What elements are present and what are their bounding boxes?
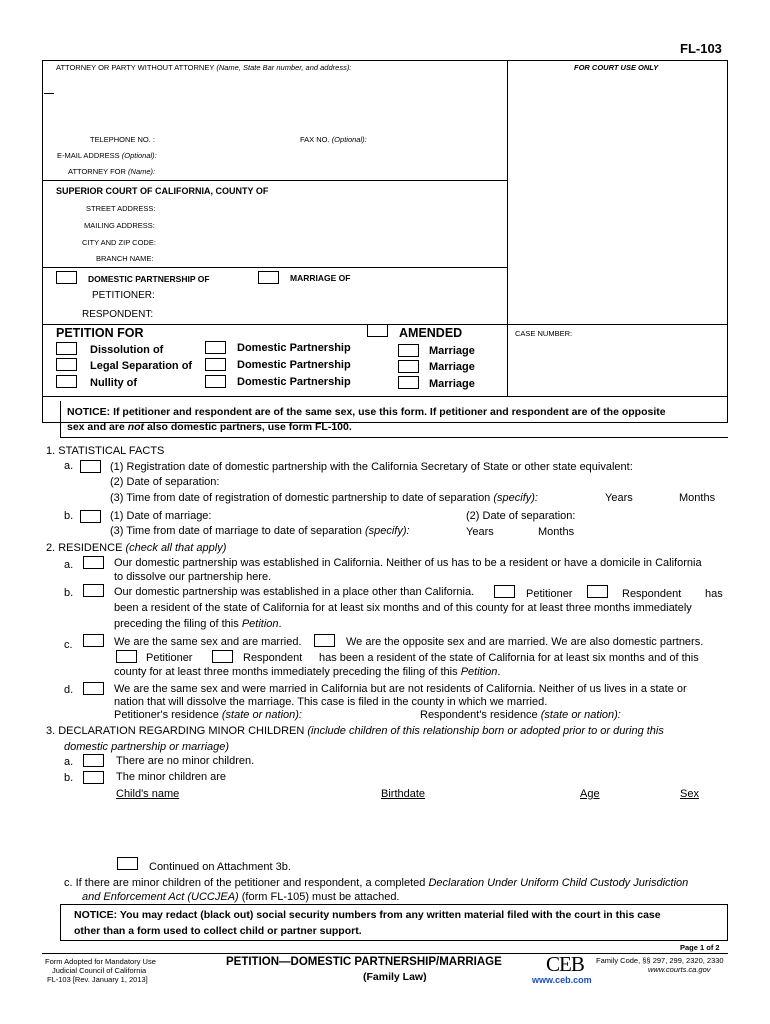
notice-redact-line2: other than a form used to collect child or partner support. (74, 925, 362, 937)
branch-name-label: BRANCH NAME: (96, 254, 154, 263)
section2-c-line3: county for at least three months immediately preceding the filing of this Petition. (114, 666, 501, 678)
section3-heading-note2: domestic partnership or marriage) (64, 741, 230, 753)
section2-d-label: d. (64, 684, 74, 696)
section2-b-petitioner-checkbox[interactable] (494, 585, 515, 598)
continued-attachment-checkbox[interactable] (117, 857, 138, 870)
children-col-sex: Sex (680, 788, 699, 800)
legal-separation-marriage-label: Marriage (429, 361, 475, 373)
children-col-age: Age (580, 788, 600, 800)
court-use-divider (507, 60, 508, 397)
case-number-label: CASE NUMBER: (515, 329, 573, 338)
city-zip-label: CITY AND ZIP CODE: (82, 238, 156, 247)
section1-b3-months: Months (538, 526, 575, 538)
nullity-marriage-checkbox[interactable] (398, 376, 419, 389)
notice2-box-top (60, 904, 728, 905)
dissolution-dp-checkbox[interactable] (205, 341, 226, 354)
section2-heading: 2. RESIDENCE (check all that apply) (46, 542, 227, 554)
right-border (727, 60, 728, 423)
section1-a2: (2) Date of separation: (110, 476, 220, 488)
section3-c-line2: and Enforcement Act (UCCJEA) (form FL-105) must be attached. (82, 891, 400, 903)
section2-a-line1: Our domestic partnership was established in California. Neither of us has to be a resident or have a domicile in California (114, 557, 702, 569)
notice2-box-right (727, 904, 728, 941)
nullity-checkbox[interactable] (56, 375, 77, 388)
section2-b-petitioner-label: Petitioner (526, 588, 573, 600)
street-address-label: STREET ADDRESS: (86, 204, 156, 213)
legal-separation-marriage-checkbox[interactable] (398, 360, 419, 373)
legal-separation-dp-label: Domestic Partnership (237, 359, 351, 371)
form-id: FL-103 (680, 41, 722, 56)
notice2-box-bottom (60, 940, 728, 941)
legal-separation-dp-checkbox[interactable] (205, 358, 226, 371)
section2-c-line1a: We are the same sex and are married. (114, 636, 302, 648)
email-label: E-MAIL ADDRESS (Optional): (57, 151, 157, 160)
section1-a1: (1) Registration date of domestic partnership with the California Secretary of State or other state equivalent: (110, 461, 633, 473)
petitioner-label: PETITIONER: (92, 290, 155, 301)
section2-c-petitioner-label: Petitioner (146, 652, 193, 664)
nullity-dp-label: Domestic Partnership (237, 376, 351, 388)
amended-checkbox[interactable] (367, 324, 388, 337)
section3-a-text: There are no minor children. (116, 755, 255, 767)
dissolution-checkbox[interactable] (56, 342, 77, 355)
left-border (42, 60, 43, 423)
section2-d-line2: nation that will dissolve the marriage. This case is filed in the county in which we married. (114, 696, 548, 708)
form-adopted-line1: Form Adopted for Mandatory Use (45, 957, 156, 966)
section2-d-checkbox[interactable] (83, 682, 104, 695)
section1-b3: (3) Time from date of marriage to date of separation (specify): (110, 525, 410, 537)
section2-b-respondent-checkbox[interactable] (587, 585, 608, 598)
section2-d-res-residence: Respondent's residence (state or nation): (420, 709, 621, 721)
section2-b-has: has (705, 588, 723, 600)
section2-b-line3: preceding the filing of this Petition. (114, 618, 282, 630)
marriage-of-label: MARRIAGE OF (290, 273, 351, 283)
section3-b-text: The minor children are (116, 771, 227, 783)
attorney-for-label: ATTORNEY FOR (Name): (68, 167, 156, 176)
section2-d-line1: We are the same sex and were married in California but are not residents of California. Neither of us lives in a state or (114, 683, 687, 695)
domestic-partnership-checkbox[interactable] (56, 271, 77, 284)
section3-a-checkbox[interactable] (83, 754, 104, 767)
section2-c-line1b: We are the opposite sex and are married. We are also domestic partners. (346, 636, 704, 648)
section2-b-line2: been a resident of the state of California for at least six months and of this county for at least three months immediately (114, 602, 692, 614)
section3-heading: 3. DECLARATION REGARDING MINOR CHILDREN (include children of this relationship born or adopted prior to or during this (46, 725, 664, 737)
notice-redact-line1: NOTICE: You may redact (black out) social security numbers from any written material filed with the court in this case (74, 909, 661, 921)
court-title: SUPERIOR COURT OF CALIFORNIA, COUNTY OF (56, 186, 269, 196)
respondent-label: RESPONDENT: (82, 309, 154, 320)
notice1-box-bottom (60, 437, 728, 438)
section1-a-checkbox[interactable] (80, 460, 101, 473)
section1-b2: (2) Date of separation: (466, 510, 576, 522)
section3-b-label: b. (64, 772, 74, 784)
courts-url: www.courts.ca.gov (648, 965, 711, 974)
section2-d-pet-residence: Petitioner's residence (state or nation): (114, 709, 302, 721)
court-use-label: FOR COURT USE ONLY (574, 63, 659, 72)
children-col-name: Child's name (116, 788, 180, 800)
dissolution-label: Dissolution of (90, 344, 164, 356)
section1-a3: (3) Time from date of registration of domestic partnership to date of separation (specify): (110, 492, 538, 504)
notice-same-sex-line1: NOTICE: If petitioner and respondent are of the same sex, use this form. If petitioner and respondent are of the opposite (67, 406, 666, 418)
section2-c-respondent-label: Respondent (243, 652, 303, 664)
section2-c-same-sex-checkbox[interactable] (83, 634, 104, 647)
section1-b3-years: Years (466, 526, 494, 538)
nullity-marriage-label: Marriage (429, 378, 475, 390)
form-adopted-line2: Judicial Council of California (52, 966, 147, 975)
notice1-box-left (60, 401, 61, 438)
section1-a-label: a. (64, 460, 74, 472)
marriage-of-checkbox[interactable] (258, 271, 279, 284)
fax-label: FAX NO. (Optional): (300, 135, 367, 144)
section2-b-respondent-label: Respondent (622, 588, 682, 600)
header-top-border (42, 60, 728, 61)
family-code-citation: Family Code, §§ 297, 299, 2320, 2330 (596, 956, 724, 965)
section1-b1: (1) Date of marriage: (110, 510, 212, 522)
dissolution-marriage-label: Marriage (429, 345, 475, 357)
ceb-url-link[interactable]: www.ceb.com (532, 975, 592, 985)
section1-b-label: b. (64, 510, 74, 522)
section2-c-line2: has been a resident of the state of California for at least six months and of this (319, 652, 699, 664)
section3-a-label: a. (64, 756, 74, 768)
attorney-mark (44, 93, 54, 94)
mailing-address-label: MAILING ADDRESS: (84, 221, 155, 230)
section2-b-checkbox[interactable] (83, 584, 104, 597)
legal-separation-label: Legal Separation of (90, 360, 193, 372)
dissolution-dp-label: Domestic Partnership (237, 342, 351, 354)
section1-a3-months: Months (679, 492, 716, 504)
footer-rule (42, 953, 728, 954)
nullity-dp-checkbox[interactable] (205, 375, 226, 388)
section2-c-petitioner-checkbox[interactable] (116, 650, 137, 663)
notice2-box-left (60, 904, 61, 941)
section2-a-label: a. (64, 559, 74, 571)
section2-c-label: c. (64, 639, 73, 651)
notice-same-sex-line2: sex and are not also domestic partners, use form FL-100. (67, 421, 352, 433)
continued-attachment-label: Continued on Attachment 3b. (149, 861, 291, 873)
footer-title: PETITION—DOMESTIC PARTNERSHIP/MARRIAGE (226, 956, 502, 968)
divider-casetype (42, 267, 508, 268)
nullity-label: Nullity of (90, 377, 138, 389)
section1-b-checkbox[interactable] (80, 510, 101, 523)
children-col-birthdate: Birthdate (381, 788, 426, 800)
amended-label: AMENDED (399, 326, 463, 340)
section2-c-respondent-checkbox[interactable] (212, 650, 233, 663)
section2-c-opposite-sex-checkbox[interactable] (314, 634, 335, 647)
section1-a3-years: Years (605, 492, 633, 504)
dissolution-marriage-checkbox[interactable] (398, 344, 419, 357)
section2-b-line1: Our domestic partnership was established in a place other than California. (114, 586, 475, 598)
attorney-label: ATTORNEY OR PARTY WITHOUT ATTORNEY (Name, State Bar number, and address): (56, 63, 352, 72)
petition-for-title: PETITION FOR (56, 326, 144, 340)
section1-heading: 1. STATISTICAL FACTS (46, 445, 165, 457)
section2-a-line2: to dissolve our partnership here. (114, 571, 272, 583)
form-adopted-line3: FL-103 [Rev. January 1, 2013] (47, 975, 148, 984)
divider-court (42, 180, 508, 181)
divider-notice (42, 396, 728, 397)
telephone-label: TELEPHONE NO. : (90, 135, 156, 144)
domestic-partnership-label: DOMESTIC PARTNERSHIP OF (88, 274, 210, 284)
ceb-logo: CEB (546, 952, 584, 976)
section3-c-line1: c. If there are minor children of the petitioner and respondent, a completed Declaration Under Uniform Child Custody Jurisdiction (64, 877, 689, 889)
page-number: Page 1 of 2 (680, 943, 720, 952)
legal-separation-checkbox[interactable] (56, 358, 77, 371)
section2-b-label: b. (64, 587, 74, 599)
section2-a-checkbox[interactable] (83, 556, 104, 569)
footer-subtitle: (Family Law) (363, 971, 427, 983)
section3-b-checkbox[interactable] (83, 771, 104, 784)
